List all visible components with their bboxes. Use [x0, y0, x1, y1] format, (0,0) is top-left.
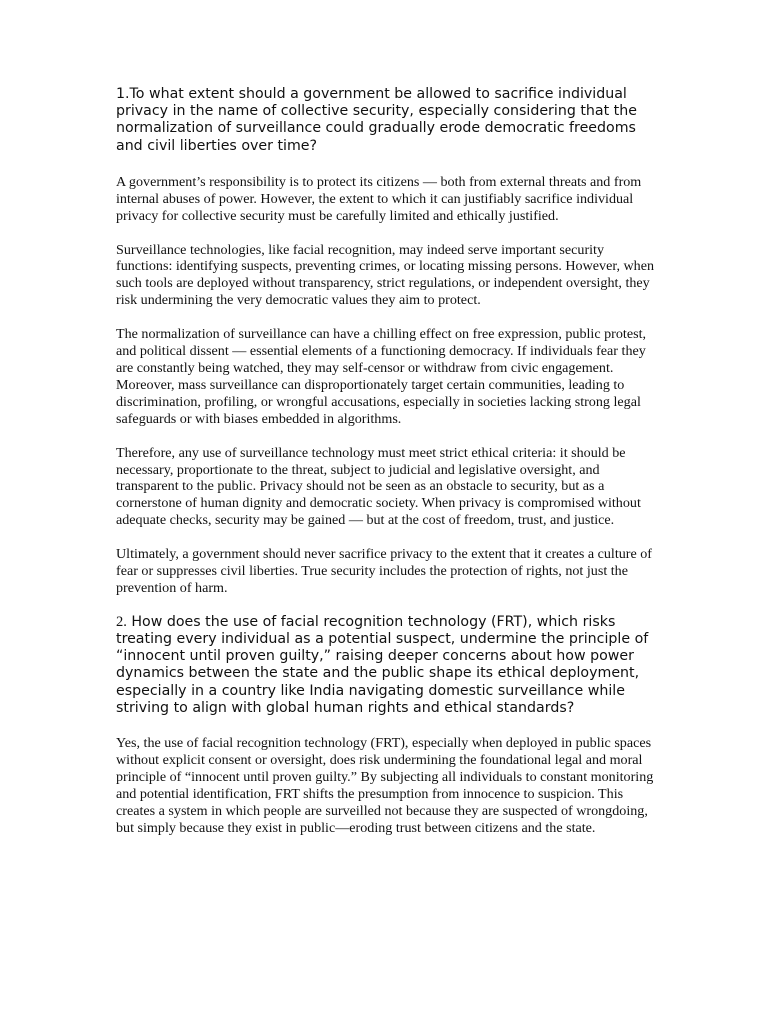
answer-1-paragraph-5: Ultimately, a government should never sacrifice privacy to the extent that it creates a culture of fear or suppresses civil liberties. True security includes the protection of rights, not just the prevention of harm. — [116, 546, 653, 596]
question-1-heading: 1.To what extent should a government be allowed to sacrifice individual privacy in the name of collective security, especially considering that the normalization of surveillance could gradually erode democratic freedoms and civil liberties over time? — [116, 86, 637, 154]
answer-1-paragraph-2: Surveillance technologies, like facial recognition, may indeed serve important security functions: identifying suspects, preventing crimes, or locating missing persons. However, when such tools are deployed without transparency, strict regulations, or independent oversight, they risk undermining the very democratic values they aim to protect. — [116, 241, 655, 309]
answer-1-paragraph-3: The normalization of surveillance can have a chilling effect on free expression, public protest, and political dissent — essential elements of a functioning democracy. If individuals fear they are constantly being watched, they may self-censor or withdraw from civic engagement. Moreover, mass surveillance can disproportionately target certain communities, leading to discrimination, profiling, or wrongful accusations, especially in societies lacking strong legal safeguards or with biases embedded in algorithms. — [116, 326, 647, 427]
answer-1-paragraph-1: A government’s responsibility is to protect its citizens — both from external threats and from internal abuses of power. However, the extent to which it can justifiably sacrifice individual privacy for collective security must be carefully limited and ethically justified. — [116, 173, 642, 224]
question-2-number: 2. — [116, 613, 127, 630]
document-page — [116, 86, 656, 837]
question-2-text: How does the use of facial recognition technology (FRT), which risks treating every individual as a potential suspect, undermine the principle of “innocent until proven guilty,” raising deeper concerns about how power dynamics between the state and the public shape its ethical deployment, especially in a country like India navigating domestic surveillance while striving to align with global human rights and ethical standards? — [116, 613, 649, 716]
answer-1-paragraph-4: Therefore, any use of surveillance technology must meet strict ethical criteria: it should be necessary, proportionate to the threat, subject to judicial and legislative oversight, and transparent to the public. Privacy should not be seen as an obstacle to security, but as a cornerstone of human dignity and democratic society. When privacy is compromised without adequate checks, security may be gained — but at the cost of freedom, trust, and justice. — [116, 444, 641, 529]
answer-2-paragraph-1: Yes, the use of facial recognition technology (FRT), especially when deployed in public spaces without explicit consent or oversight, does risk undermining the foundational legal and moral principle of “innocent until proven guilty.” By subjecting all individuals to constant monitoring and potential identification, FRT shifts the presumption from innocence to suspicion. This creates a system in which people are surveilled not because they are suspected of wrongdoing, but simply because they exist in public—eroding trust between citizens and the state. — [116, 735, 654, 836]
question-2-heading — [116, 614, 656, 717]
